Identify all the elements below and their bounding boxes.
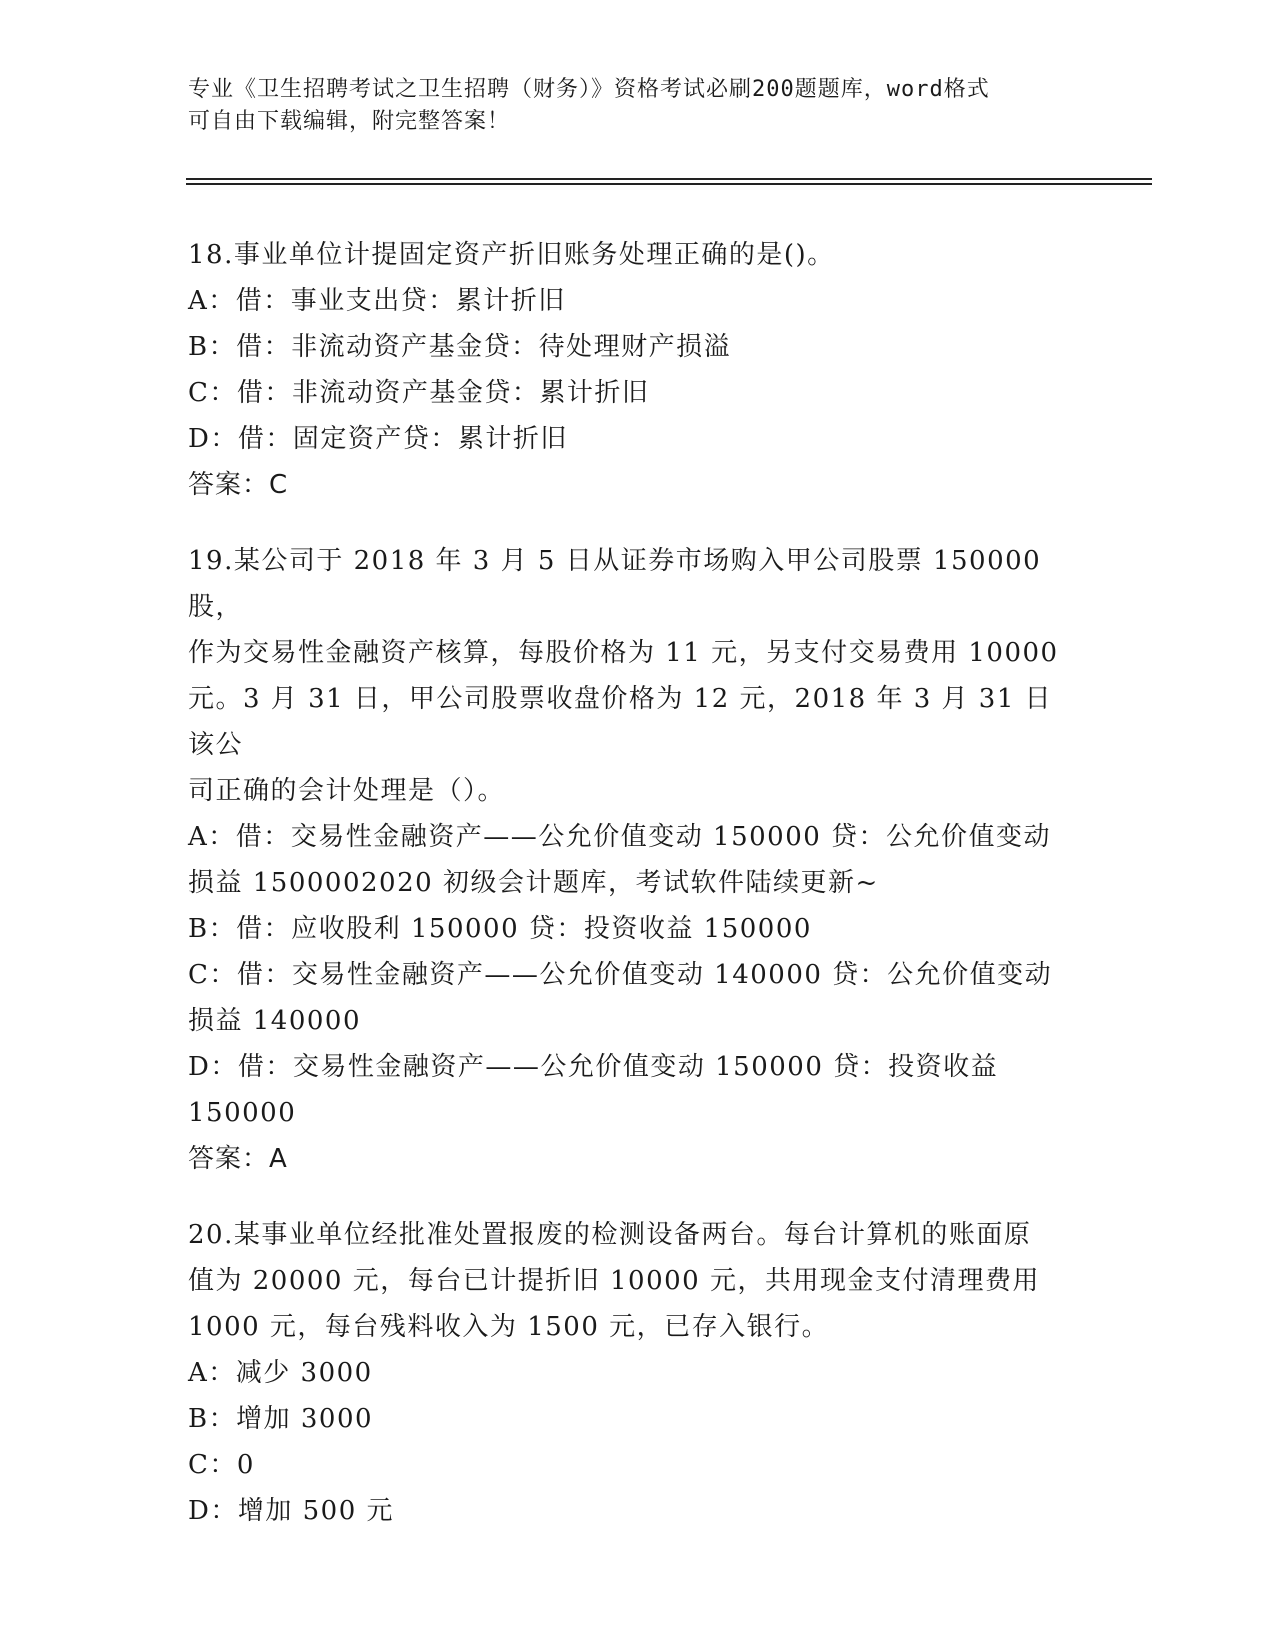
question-20 xyxy=(188,1212,1078,1534)
answer-text: 答案：C xyxy=(188,470,289,500)
option-c: C：0 xyxy=(188,1450,255,1480)
header-line-1: 专业《卫生招聘考试之卫生招聘（财务）》资格考试必刷200题题库，word格式 xyxy=(188,77,990,102)
option-a-continued: 损益 1500002020 初级会计题库，考试软件陆续更新~ xyxy=(188,868,879,898)
question-stem-line: 20.某事业单位经批准处置报废的检测设备两台。每台计算机的账面原 xyxy=(188,1220,1032,1250)
option-a: A：借：事业支出贷：累计折旧 xyxy=(188,286,566,316)
header-divider-top xyxy=(186,178,1152,180)
option-d: D：借：交易性金融资产——公允价值变动 150000 贷：投资收益 xyxy=(188,1052,999,1082)
question-stem-line: 司正确的会计处理是（）。 xyxy=(188,776,506,806)
answer-text: 答案：A xyxy=(188,1144,288,1174)
option-a: A：借：交易性金融资产——公允价值变动 150000 贷：公允价值变动 xyxy=(188,822,1052,852)
option-d: D：增加 500 元 xyxy=(188,1496,395,1526)
header-line-2: 可自由下载编辑，附完整答案！ xyxy=(188,109,511,134)
document-header xyxy=(188,74,1068,138)
option-c: C：借：非流动资产基金贷：累计折旧 xyxy=(188,378,650,408)
question-stem-line: 元。3 月 31 日，甲公司股票收盘价格为 12 元，2018 年 3 月 31 日该公 xyxy=(188,684,1053,760)
option-d: D：借：固定资产贷：累计折旧 xyxy=(188,424,568,454)
header-divider-bottom xyxy=(186,183,1152,185)
questions-container xyxy=(188,232,1078,1564)
question-stem-line: 19.某公司于 2018 年 3 月 5 日从证券市场购入甲公司股票 150000 股， xyxy=(188,546,1042,622)
option-d-continued: 150000 xyxy=(188,1098,297,1128)
question-stem-line: 1000 元，每台残料收入为 1500 元，已存入银行。 xyxy=(188,1312,830,1342)
option-b: B：借：应收股利 150000 贷：投资收益 150000 xyxy=(188,914,812,944)
question-18 xyxy=(188,232,1078,508)
question-stem: 18.事业单位计提固定资产折旧账务处理正确的是()。 xyxy=(188,240,835,270)
question-stem-line: 值为 20000 元，每台已计提折旧 10000 元，共用现金支付清理费用 xyxy=(188,1266,1040,1296)
option-a: A：减少 3000 xyxy=(188,1358,373,1388)
option-b: B：增加 3000 xyxy=(188,1404,374,1434)
question-stem-line: 作为交易性金融资产核算，每股价格为 11 元，另支付交易费用 10000 xyxy=(188,638,1059,668)
option-b: B：借：非流动资产基金贷：待处理财产损溢 xyxy=(188,332,732,362)
question-19 xyxy=(188,538,1078,1182)
option-c: C：借：交易性金融资产——公允价值变动 140000 贷：公允价值变动 xyxy=(188,960,1053,990)
option-c-continued: 损益 140000 xyxy=(188,1006,362,1036)
